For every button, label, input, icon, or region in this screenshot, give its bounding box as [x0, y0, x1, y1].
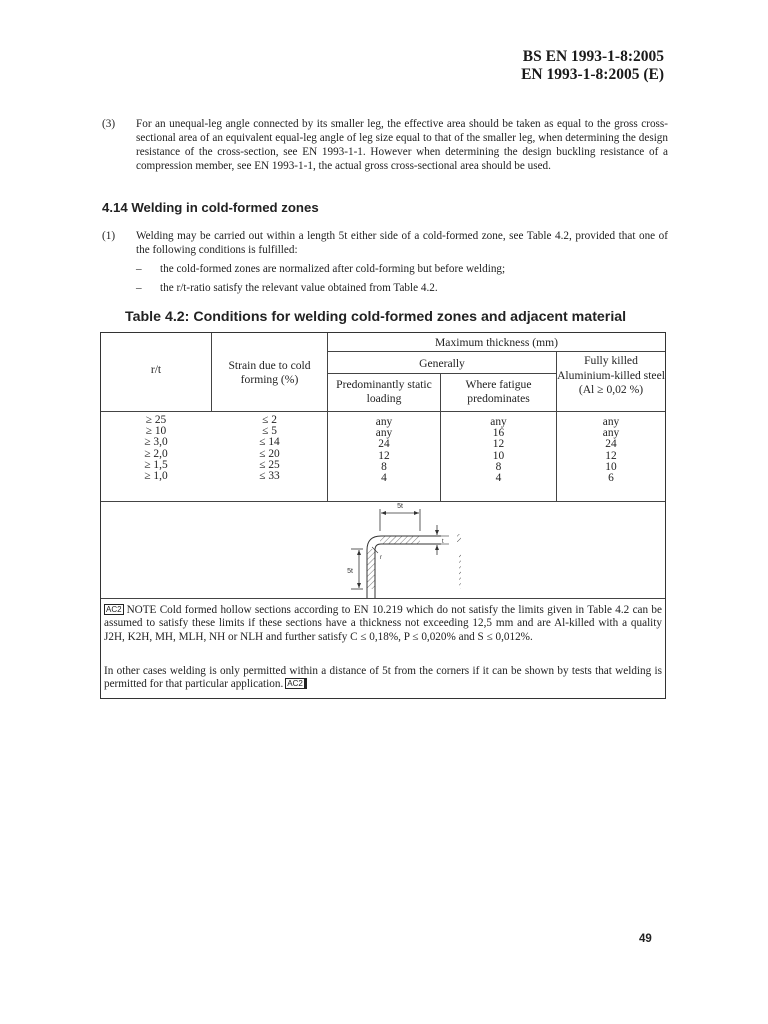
hatched-zone-vertical	[367, 549, 375, 589]
note-2-text: In other cases welding is only permitted within a distance of 5t from the corners if it can be shown by tests that welding is permitted for that particular application.	[104, 665, 662, 691]
document-header	[521, 48, 664, 84]
paragraph-number: (1)	[102, 230, 116, 242]
standard-code: BS EN 1993-1-8:2005	[522, 48, 664, 65]
standard-code-en: EN 1993-1-8:2005 (E)	[521, 66, 664, 83]
header-fatigue: Where fatigue predominates	[465, 378, 532, 405]
paragraph-text: For an unequal-leg angle connected by its smaller leg, the effective area should be taken as equal to the gross cross-sectional area of an equivalent equal-leg angle of leg size equal to that of the smaller leg, when determining the design resistance of the cross-section, see EN 1993-1-1. However when determining the design buckling resistance of a compression member, see EN 1993-1-1, the actual gross cross-sectional area should be used.	[136, 118, 668, 172]
conditions-table	[100, 332, 666, 699]
label-5t-top: 5t	[397, 503, 403, 510]
paragraph-1	[102, 229, 668, 257]
header-generally: Generally	[419, 357, 465, 370]
column-fatigue-values: any 16 12 10 8 4	[490, 416, 507, 485]
grid-line	[101, 411, 665, 412]
column-fully-killed-values: any any 24 12 10 6	[602, 416, 620, 485]
paragraph-number: (3)	[102, 118, 116, 130]
column-rt-values: ≥ 25 ≥ 10 ≥ 3,0 ≥ 2,0 ≥ 1,5 ≥ 1,0	[144, 414, 168, 483]
label-5t-left: 5t	[347, 568, 353, 575]
grid-line	[327, 373, 556, 374]
dash-bullet: –	[136, 263, 142, 275]
ac2-start-marker: AC2	[106, 605, 122, 614]
note-text: NOTE Cold formed hollow sections according to EN 10.219 which do not satisfy the limits given in Table 4.2 can be assumed to satisfy these limits if these sections have a thickness not exceeding 12,5 mm and are Al-killed with a quality J2H, K2H, MH, MLH, NH or NLH and further satisfy C ≤ 0,18%, P ≤ 0,020% and S ≤ 0,012%.	[104, 604, 662, 643]
label-thickness: t	[442, 539, 444, 545]
corner-detail-drawing	[301, 501, 471, 598]
list-item-text: the r/t-ratio satisfy the relevant value obtained from Table 4.2.	[160, 282, 438, 294]
list-item-text: the cold-formed zones are normalized after cold-forming but before welding;	[160, 263, 506, 275]
inner-profile	[375, 544, 441, 598]
paragraph-3	[102, 117, 668, 173]
header-rt: r/t	[150, 363, 162, 376]
grid-line	[327, 351, 665, 352]
section-heading: 4.14 Welding in cold-formed zones	[102, 200, 319, 215]
table-note	[104, 604, 662, 644]
dash-bullet: –	[136, 282, 142, 294]
column-static-values: any any 24 12 8 4	[375, 416, 393, 485]
list-item	[136, 282, 438, 294]
table-note-2	[104, 665, 662, 692]
header-max-thickness: Maximum thickness (mm)	[434, 336, 558, 349]
header-static-loading: Predominantly static loading	[336, 378, 432, 405]
list-item	[136, 263, 505, 275]
outer-profile	[367, 536, 441, 598]
header-strain: Strain due to cold forming (%)	[228, 359, 311, 386]
header-fully-killed-text: Fully killed Aluminium-killed steel	[557, 354, 665, 382]
hatched-zone-horizontal	[380, 536, 420, 544]
header-fully-killed	[557, 354, 665, 398]
table-caption: Table 4.2: Conditions for welding cold-formed zones and adjacent material	[125, 309, 627, 325]
page-number: 49	[639, 933, 652, 945]
label-radius: r	[380, 555, 382, 561]
paragraph-text: Welding may be carried out within a length 5t either side of a cold-formed zone, see Table 4.2, provided that one of the following conditions is fulfilled:	[136, 230, 668, 256]
ac2-end-marker: AC2	[285, 678, 307, 689]
column-strain-values: ≤ 2 ≤ 5 ≤ 14 ≤ 20 ≤ 25 ≤ 33	[259, 414, 280, 483]
header-al-condition: (Al ≥ 0,02 %)	[578, 383, 644, 396]
grid-line	[101, 598, 665, 599]
